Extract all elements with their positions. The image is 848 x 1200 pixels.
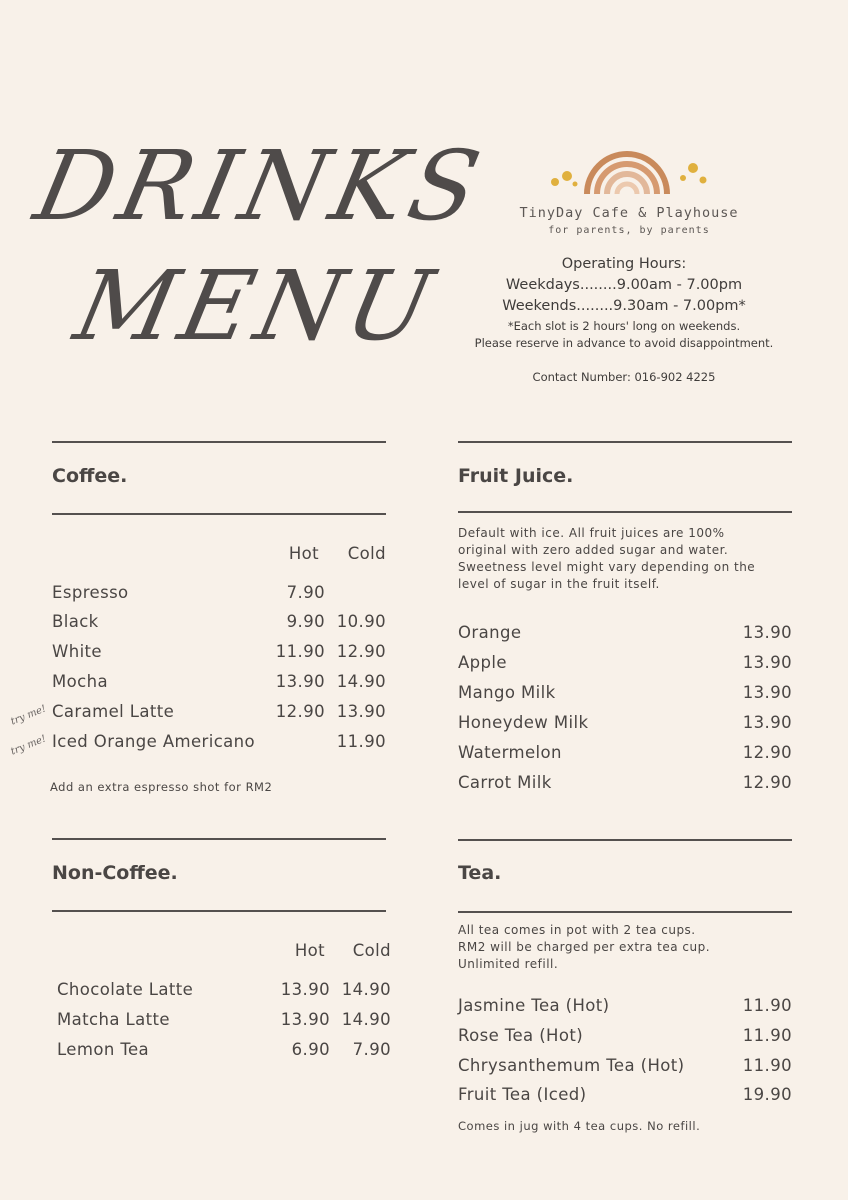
coffee-item-cold: 12.90 <box>336 642 386 661</box>
coffee-extra-shot-note: Add an extra espresso shot for RM2 <box>50 780 273 794</box>
juice-description <box>458 525 798 593</box>
hours-note-1: *Each slot is 2 hours' long on weekends. <box>507 319 741 333</box>
coffee-item-hot: 7.90 <box>286 583 325 602</box>
tea-desc-line: Unlimited refill. <box>458 957 559 971</box>
tea-title: Tea. <box>458 862 502 884</box>
coffee-item-name: White <box>52 642 102 661</box>
juice-bottom-divider <box>458 511 792 513</box>
juice-desc-line: Sweetness level might vary depending on the <box>458 560 756 574</box>
juice-item-name: Apple <box>458 653 507 672</box>
coffee-item-cold: 11.90 <box>336 732 386 751</box>
coffee-item-name: Black <box>52 612 99 631</box>
tea-item-price: 11.90 <box>742 1056 792 1075</box>
tea-desc-line: RM2 will be charged per extra tea cup. <box>458 940 711 954</box>
tea-item-name: Jasmine Tea (Hot) <box>458 996 610 1015</box>
tea-item-name: Fruit Tea (Iced) <box>458 1085 587 1104</box>
coffee-title: Coffee. <box>52 465 128 487</box>
logo-name: TinyDay Cafe & Playhouse <box>519 205 739 221</box>
hours-heading: Operating Hours: <box>561 256 687 272</box>
noncoffee-top-divider <box>52 838 386 840</box>
try-me-note: try me! <box>9 733 48 758</box>
coffee-item-hot: 12.90 <box>275 702 325 721</box>
tea-description <box>458 922 798 973</box>
juice-item-price: 13.90 <box>742 653 792 672</box>
juice-item-name: Mango Milk <box>458 683 556 702</box>
tea-bottom-divider <box>458 911 792 913</box>
hours-note-2: Please reserve in advance to avoid disappointment. <box>474 336 774 350</box>
tea-item-price: 11.90 <box>742 996 792 1015</box>
tea-jug-note: Comes in jug with 4 tea cups. No refill. <box>458 1119 701 1133</box>
juice-item-price: 13.90 <box>742 623 792 642</box>
juice-title: Fruit Juice. <box>458 465 574 487</box>
coffee-hot-header: Hot <box>288 544 319 563</box>
noncoffee-item-name: Matcha Latte <box>57 1010 170 1029</box>
noncoffee-item-hot: 6.90 <box>291 1040 330 1059</box>
tea-item-price: 11.90 <box>742 1026 792 1045</box>
coffee-item-hot: 11.90 <box>275 642 325 661</box>
noncoffee-item-hot: 13.90 <box>280 1010 330 1029</box>
juice-desc-line: level of sugar in the fruit itself. <box>458 577 660 591</box>
noncoffee-item-name: Lemon Tea <box>57 1040 150 1059</box>
noncoffee-item-cold: 14.90 <box>341 1010 391 1029</box>
juice-item-name: Watermelon <box>458 743 562 762</box>
juice-item-price: 12.90 <box>742 743 792 762</box>
juice-desc-line: original with zero added sugar and water. <box>458 543 729 557</box>
juice-item-name: Honeydew Milk <box>458 713 589 732</box>
tea-desc-line: All tea comes in pot with 2 tea cups. <box>458 923 696 937</box>
title-menu: MENU <box>66 250 448 362</box>
coffee-item-hot: 9.90 <box>286 612 325 631</box>
coffee-cold-header: Cold <box>347 544 386 563</box>
juice-item-name: Orange <box>458 623 522 642</box>
noncoffee-hot-header: Hot <box>294 941 325 960</box>
logo-tagline: for parents, by parents <box>548 225 710 236</box>
juice-item-price: 13.90 <box>742 683 792 702</box>
tea-item-name: Chrysanthemum Tea (Hot) <box>458 1056 685 1075</box>
tea-item-name: Rose Tea (Hot) <box>458 1026 584 1045</box>
juice-item-price: 12.90 <box>742 773 792 792</box>
coffee-item-cold: 10.90 <box>336 612 386 631</box>
noncoffee-item-name: Chocolate Latte <box>57 980 194 999</box>
noncoffee-item-hot: 13.90 <box>280 980 330 999</box>
tea-item-price: 19.90 <box>742 1085 792 1104</box>
coffee-item-cold: 13.90 <box>336 702 386 721</box>
hours-weekdays: Weekdays........9.00am - 7.00pm <box>505 277 743 293</box>
hours-weekends: Weekends........9.30am - 7.00pm* <box>502 298 746 314</box>
coffee-item-name: Caramel Latte <box>52 702 175 721</box>
tea-top-divider <box>458 839 792 841</box>
title-drinks: DRINKS <box>26 130 495 242</box>
juice-item-price: 13.90 <box>742 713 792 732</box>
coffee-item-name: Mocha <box>52 672 108 691</box>
contact-number: Contact Number: 016-902 4225 <box>532 370 716 384</box>
coffee-bottom-divider <box>52 513 386 515</box>
noncoffee-bottom-divider <box>52 910 386 912</box>
juice-desc-line: Default with ice. All fruit juices are 100% <box>458 526 725 540</box>
coffee-item-name: Espresso <box>52 583 129 602</box>
juice-item-name: Carrot Milk <box>458 773 552 792</box>
noncoffee-item-cold: 14.90 <box>341 980 391 999</box>
try-me-note: try me! <box>9 703 48 728</box>
noncoffee-item-cold: 7.90 <box>352 1040 391 1059</box>
coffee-top-divider <box>52 441 386 443</box>
noncoffee-title: Non-Coffee. <box>52 862 178 884</box>
noncoffee-cold-header: Cold <box>352 941 391 960</box>
rainbow-logo-icon <box>545 150 715 200</box>
coffee-item-hot: 13.90 <box>275 672 325 691</box>
coffee-item-name: Iced Orange Americano <box>52 732 256 751</box>
juice-top-divider <box>458 441 792 443</box>
coffee-item-cold: 14.90 <box>336 672 386 691</box>
